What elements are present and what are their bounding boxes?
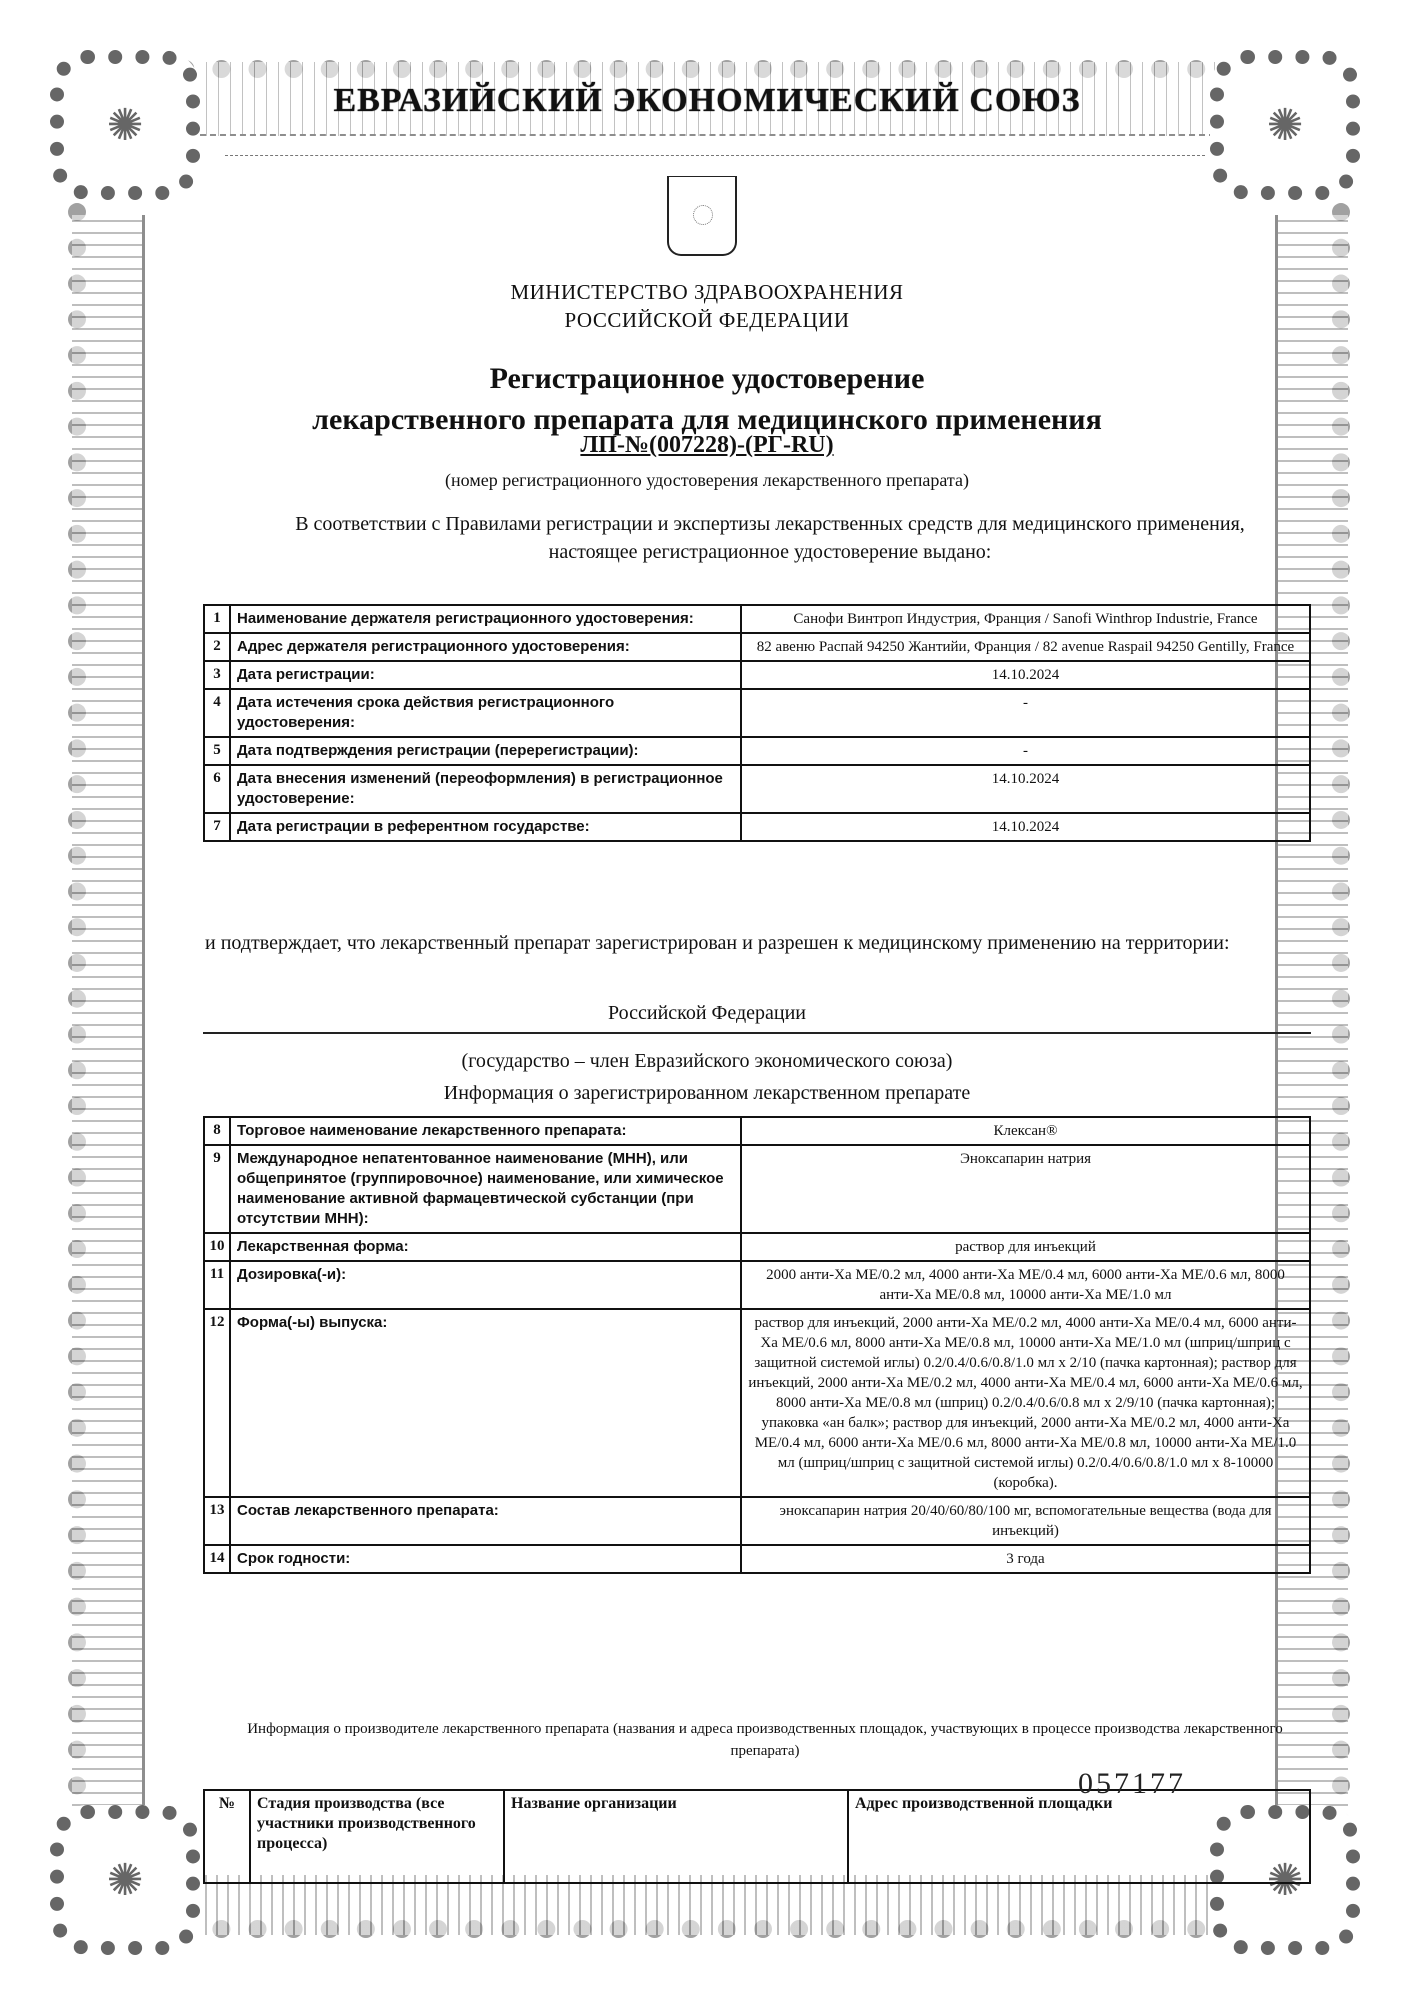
table-row — [204, 661, 1310, 689]
row-label: Лекарственная форма: — [230, 1233, 741, 1261]
border-band-bottom — [200, 1875, 1215, 1935]
table-row — [204, 1309, 1310, 1497]
rosette-icon: ✺ — [50, 50, 200, 200]
row-label: Наименование держателя регистрационного удостоверения: — [230, 605, 741, 633]
row-number: 3 — [204, 661, 230, 689]
table-row — [204, 689, 1310, 737]
table-row — [204, 1233, 1310, 1261]
row-label: Дата внесения изменений (переоформления) в регистрационное удостоверение: — [230, 765, 741, 813]
territory-caption: (государство – член Евразийского экономического союза) — [461, 1050, 953, 1072]
rosette-icon: ✺ — [50, 1805, 200, 1955]
serial-number: 057177 — [1078, 1767, 1186, 1800]
holder-table — [203, 604, 1311, 842]
row-number: 4 — [204, 689, 230, 737]
manufacturer-heading: Информация о производителе лекарственного препарата (названия и адреса производственных площадок, участвующих в процессе производства лекарственного препарата) — [247, 1721, 1283, 1759]
row-value: раствор для инъекций, 2000 анти-Ха МЕ/0.2 мл, 4000 анти-Ха МЕ/0.4 мл, 6000 анти-Ха МЕ/0.6 мл, 8000 анти-Ха МЕ/0.8 мл, 10000 анти-Ха МЕ/1.0 мл (шприц/шприц с защитной системой иглы) 0.2/0.4/0.6/0.8/1.0 мл х 2/10 (пачка картонная); раствор для инъекций, 2000 анти-Ха МЕ/0.2 мл, 4000 анти-Ха МЕ/0.4 мл, 6000 анти-Ха МЕ/0.6 мл, 8000 анти-Ха МЕ/0.8 мл (шприц) 0.2/0.4/0.6/0.8 мл х 2/9/10 (пачка картонная); упаковка «ан балк»; раствор для инъекций, 2000 анти-Ха МЕ/0.2 мл, 4000 анти-Ха МЕ/0.4 мл, 6000 анти-Ха МЕ/0.6 мл, 8000 анти-Ха МЕ/0.8 мл, 10000 анти-Ха МЕ/1.0 мл (шприц/шприц с защитной системой иглы) 0.2/0.4/0.6/0.8/1.0 мл х 8-10000 (коробка). — [741, 1309, 1310, 1497]
table-row — [204, 1261, 1310, 1309]
territory: Российской Федерации — [607, 1002, 807, 1024]
union-title: ЕВРАЗИЙСКИЙ ЭКОНОМИЧЕСКИЙ СОЮЗ — [333, 82, 1081, 119]
row-label: Форма(-ы) выпуска: — [230, 1309, 741, 1497]
row-value: 2000 анти-Ха МЕ/0.2 мл, 4000 анти-Ха МЕ/0.4 мл, 6000 анти-Ха МЕ/0.6 мл, 8000 анти-Ха МЕ/0.8 мл, 10000 анти-Ха МЕ/1.0 мл — [741, 1261, 1310, 1309]
table-row — [204, 813, 1310, 841]
drug-info-heading: Информация о зарегистрированном лекарственном препарате — [443, 1082, 971, 1104]
row-label: Торговое наименование лекарственного препарата: — [230, 1117, 741, 1145]
row-value: 14.10.2024 — [741, 813, 1310, 841]
table-row — [204, 765, 1310, 813]
rosette-icon: ✺ — [1210, 1805, 1360, 1955]
confirmation-text: и подтверждает, что лекарственный препарат зарегистрирован и разрешен к медицинскому применению на территории: — [205, 932, 1230, 954]
row-label: Дата подтверждения регистрации (перерегистрации): — [230, 737, 741, 765]
row-label: Дата регистрации: — [230, 661, 741, 689]
row-number: 5 — [204, 737, 230, 765]
row-number: 10 — [204, 1233, 230, 1261]
row-number: 9 — [204, 1145, 230, 1233]
ornamental-border — [68, 60, 1350, 1938]
table-row — [204, 1497, 1310, 1545]
table-row — [204, 1145, 1310, 1233]
document-title-line1: Регистрационное удостоверение — [489, 362, 925, 395]
column-header-number: № — [204, 1790, 250, 1883]
row-number: 6 — [204, 765, 230, 813]
column-header-address: Адрес производственной площадки — [848, 1790, 1310, 1883]
row-label: Дозировка(-и): — [230, 1261, 741, 1309]
row-value: 82 авеню Распай 94250 Жантийи, Франция / 82 avenue Raspail 94250 Gentilly, France — [741, 633, 1310, 661]
row-number: 8 — [204, 1117, 230, 1145]
row-label: Международное непатентованное наименование (МНН), или общепринятое (группировочное) наименование, или химическое наименование активной фармацевтической субстанции (при отсутствии МНН): — [230, 1145, 741, 1233]
table-row — [204, 1545, 1310, 1573]
drug-table — [203, 1116, 1311, 1574]
row-label: Дата регистрации в референтном государстве: — [230, 813, 741, 841]
row-value: Клексан® — [741, 1117, 1310, 1145]
document-title-line2: лекарственного препарата для медицинского применения — [312, 403, 1102, 436]
row-label: Адрес держателя регистрационного удостоверения: — [230, 633, 741, 661]
row-label: Срок годности: — [230, 1545, 741, 1573]
row-number: 2 — [204, 633, 230, 661]
ministry-name-line1: МИНИСТЕРСТВО ЗДРАВООХРАНЕНИЯ — [510, 280, 904, 304]
divider — [203, 1032, 1311, 1034]
coat-of-arms-icon — [667, 176, 737, 256]
registration-number: ЛП-№(007228)-(РГ-RU) — [580, 432, 834, 458]
row-number: 11 — [204, 1261, 230, 1309]
rosette-icon: ✺ — [1210, 50, 1360, 200]
table-row — [204, 633, 1310, 661]
row-value: раствор для инъекций — [741, 1233, 1310, 1261]
column-header-organization: Название организации — [504, 1790, 848, 1883]
row-number: 7 — [204, 813, 230, 841]
row-value: эноксапарин натрия 20/40/60/80/100 мг, вспомогательные вещества (вода для инъекций) — [741, 1497, 1310, 1545]
row-value: - — [741, 689, 1310, 737]
row-number: 13 — [204, 1497, 230, 1545]
table-header-row — [204, 1790, 1310, 1883]
row-value: 14.10.2024 — [741, 765, 1310, 813]
row-value: 14.10.2024 — [741, 661, 1310, 689]
row-number: 12 — [204, 1309, 230, 1497]
row-value: Эноксапарин натрия — [741, 1145, 1310, 1233]
table-row — [204, 1117, 1310, 1145]
row-number: 1 — [204, 605, 230, 633]
row-label: Дата истечения срока действия регистрационного удостоверения: — [230, 689, 741, 737]
manufacturer-table — [203, 1789, 1311, 1884]
table-row — [204, 737, 1310, 765]
table-row — [204, 605, 1310, 633]
intro-text: В соответствии с Правилами регистрации и экспертизы лекарственных средств для медицинского применения, настоящее регистрационное удостоверение выдано: — [295, 513, 1245, 563]
column-header-stage: Стадия производства (все участники производственного процесса) — [250, 1790, 504, 1883]
ministry-name-line2: РОССИЙСКОЙ ФЕДЕРАЦИИ — [564, 308, 850, 332]
row-number: 14 — [204, 1545, 230, 1573]
row-label: Состав лекарственного препарата: — [230, 1497, 741, 1545]
divider — [225, 155, 1205, 156]
row-value: - — [741, 737, 1310, 765]
registration-number-caption: (номер регистрационного удостоверения лекарственного препарата) — [445, 470, 969, 490]
row-value: 3 года — [741, 1545, 1310, 1573]
row-value: Санофи Винтроп Индустрия, Франция / Sanofi Winthrop Industrie, France — [741, 605, 1310, 633]
